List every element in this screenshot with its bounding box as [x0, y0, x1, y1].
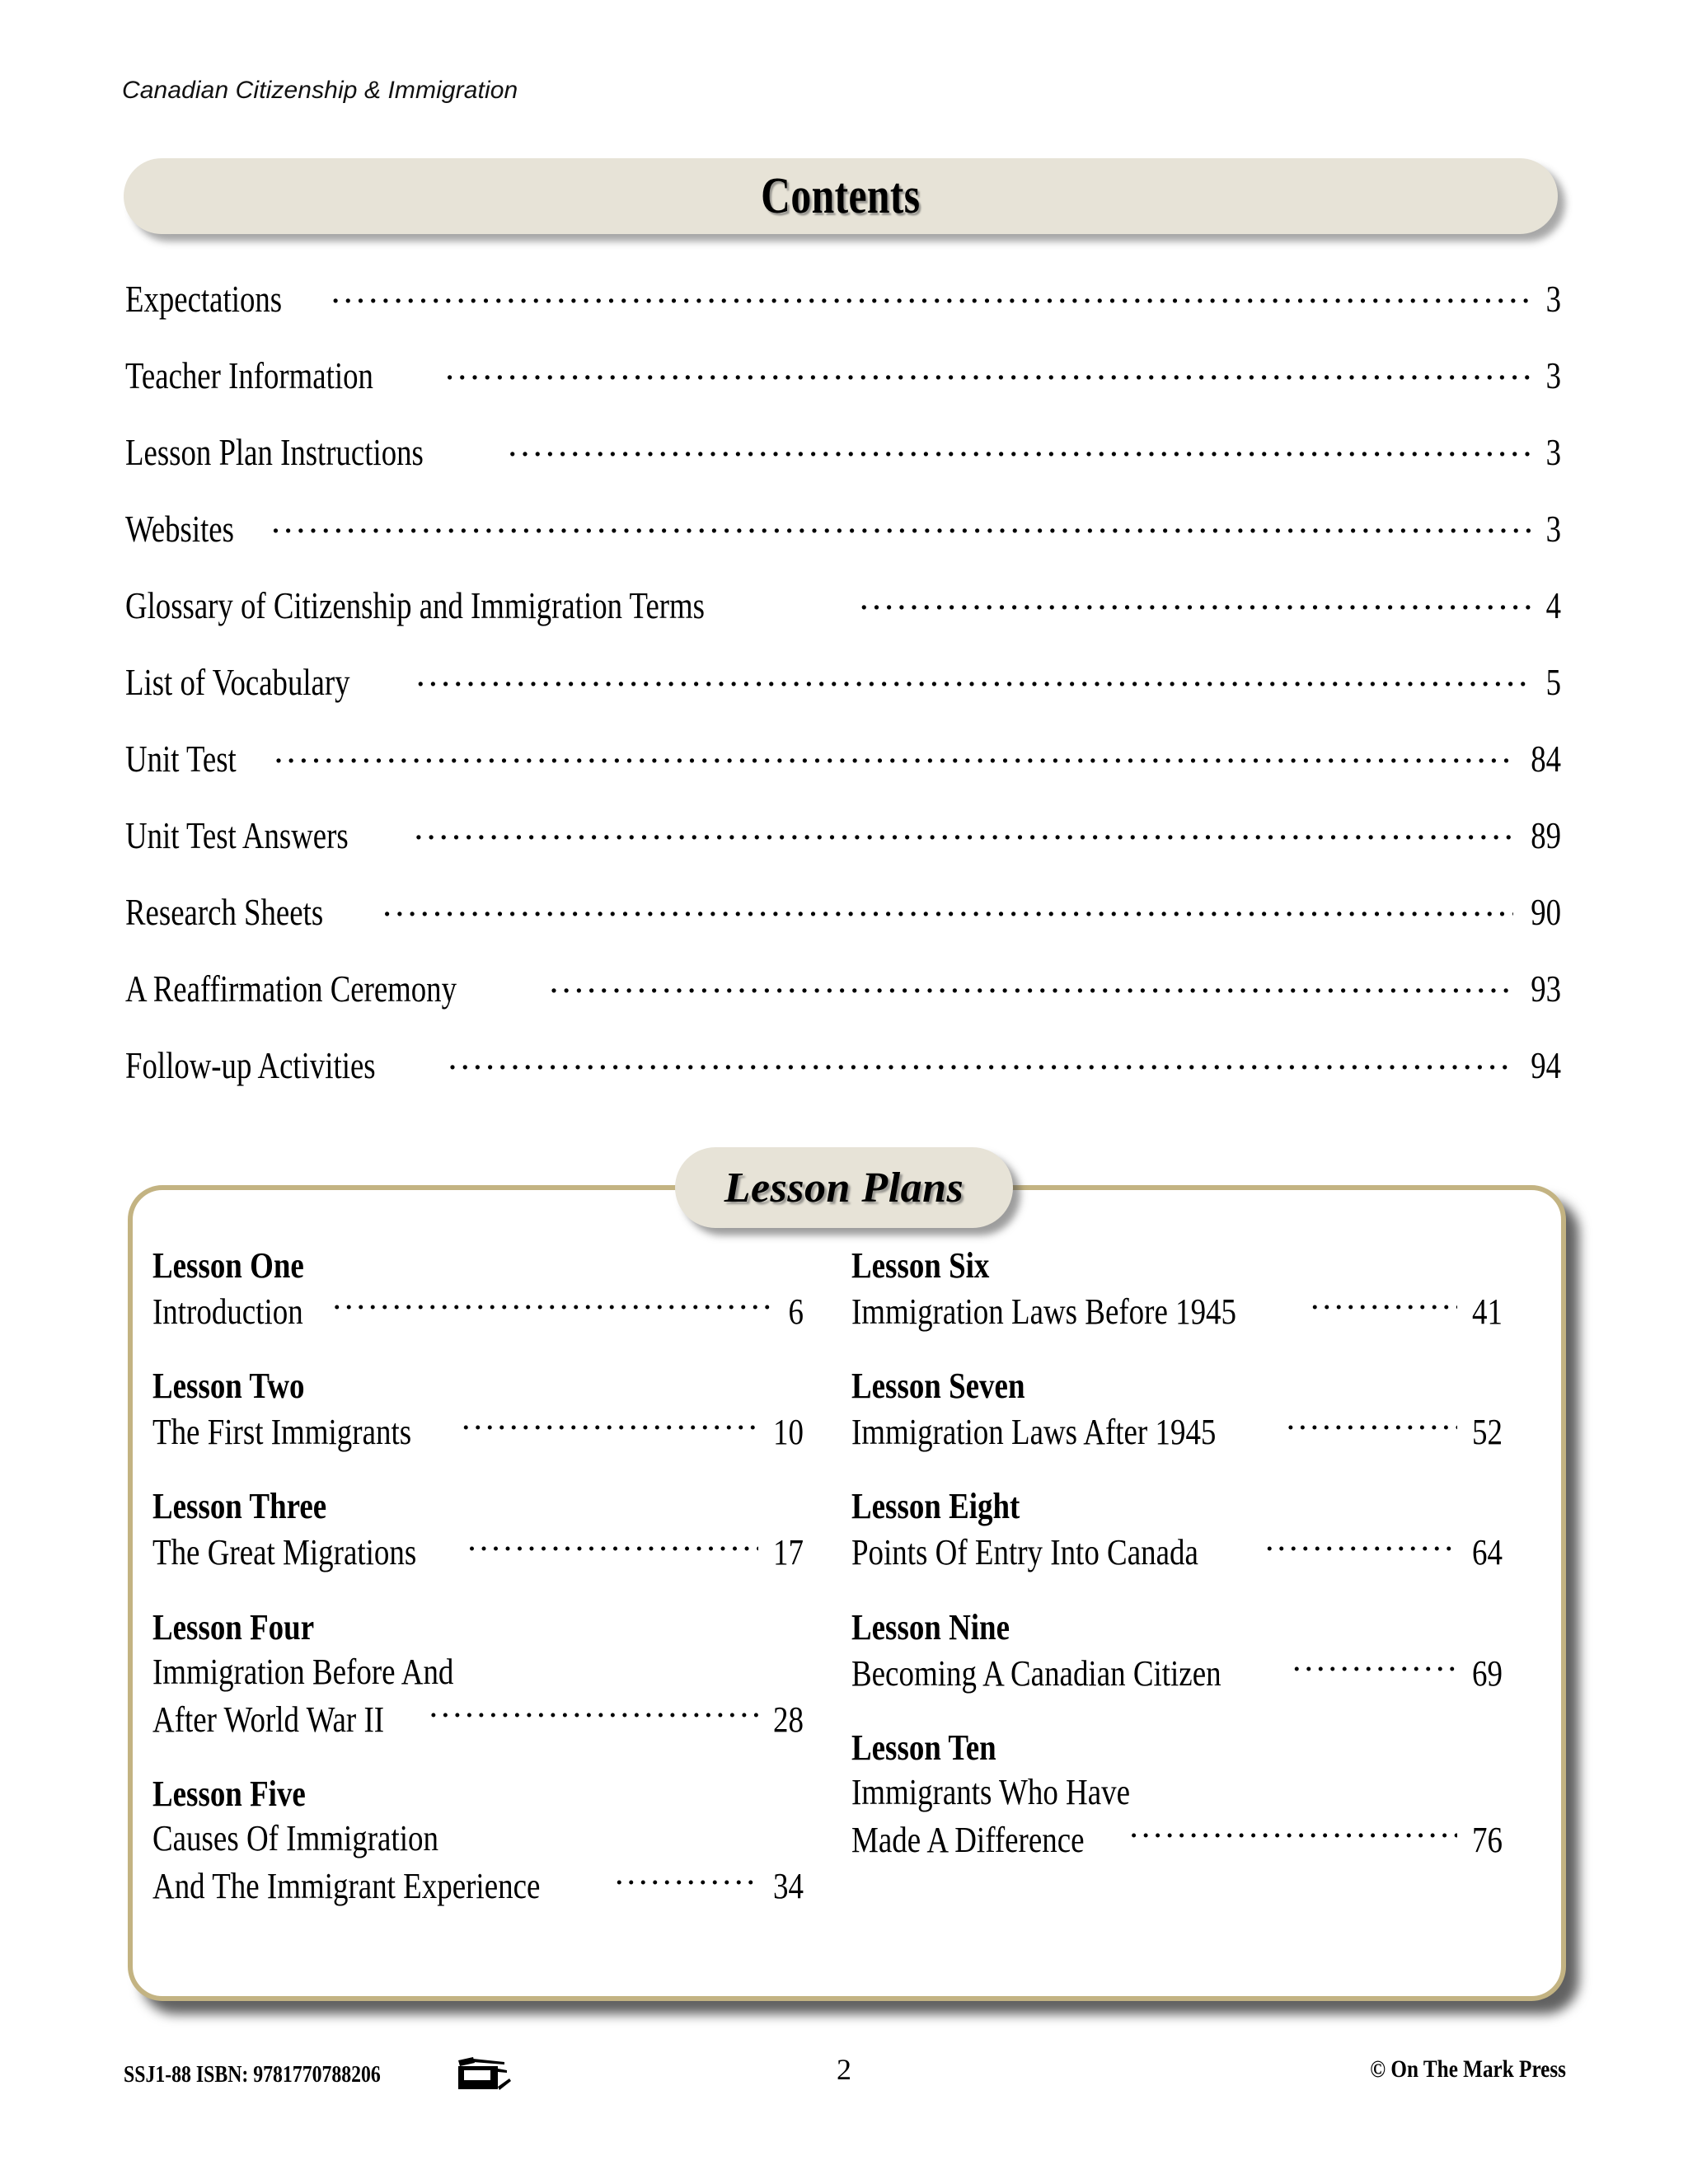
page-number: 2: [837, 2053, 851, 2086]
page-footer: [0, 2052, 1688, 2110]
toc-entry-label: Unit Test: [125, 738, 237, 780]
lesson-leader-dots: [1265, 1528, 1457, 1564]
toc-entry-page: 94: [1531, 1044, 1561, 1086]
toc-entry[interactable]: [125, 1040, 1561, 1117]
lesson-entry-page: 17: [773, 1532, 804, 1573]
lesson-leader-dots: [429, 1695, 758, 1732]
toc-entry-label: Websites: [125, 508, 234, 550]
toc-entry[interactable]: [125, 274, 1561, 350]
lesson-entry-title: Lesson Three: [152, 1486, 327, 1527]
lesson-entry-line1: Introduction: [152, 1291, 303, 1332]
lesson-entry[interactable]: [152, 1485, 812, 1576]
toc-entry-page: 84: [1531, 738, 1561, 780]
lesson-entry-page: 10: [773, 1412, 804, 1453]
lesson-entry-line1: Immigration Before And: [152, 1651, 454, 1692]
lesson-plans-columns: [152, 1244, 1545, 1910]
lesson-column-left: [152, 1244, 812, 1910]
toc-leader-dots: [382, 887, 1513, 925]
lesson-entry-title: Lesson Ten: [851, 1727, 996, 1768]
lesson-column-right: [851, 1244, 1511, 1910]
lesson-entry[interactable]: [152, 1244, 812, 1335]
lesson-entry[interactable]: [851, 1244, 1511, 1335]
lesson-leader-dots: [615, 1862, 758, 1898]
toc-entry-page: 3: [1545, 508, 1561, 550]
lesson-leader-dots: [1311, 1287, 1457, 1324]
toc-entry-label: Lesson Plan Instructions: [125, 431, 424, 473]
lesson-entry-page-line: [152, 1287, 804, 1335]
toc-leader-dots: [414, 810, 1513, 848]
lesson-entry-page: 69: [1472, 1652, 1503, 1694]
lesson-leader-dots: [1292, 1649, 1457, 1685]
lesson-entry-line1: The First Immigrants: [152, 1412, 412, 1453]
toc-leader-dots: [416, 657, 1532, 695]
lesson-entry[interactable]: [851, 1727, 1511, 1864]
lesson-entry-page: 28: [773, 1699, 804, 1740]
lesson-entry-line2: And The Immigrant Experience: [152, 1866, 541, 1907]
toc-entry-page: 3: [1545, 278, 1561, 320]
lesson-entry-title: Lesson Six: [851, 1245, 990, 1286]
toc-entry-label: Teacher Information: [125, 354, 373, 396]
toc-entry-page: 4: [1545, 584, 1561, 626]
toc-entry-label: List of Vocabulary: [125, 661, 350, 703]
running-head: Canadian Citizenship & Immigration: [122, 77, 518, 104]
lesson-entry-page-line: [851, 1287, 1503, 1335]
toc-leader-dots: [271, 504, 1532, 541]
toc-entry[interactable]: [125, 963, 1561, 1040]
lesson-entry-line1: Becoming A Canadian Citizen: [851, 1652, 1221, 1694]
lesson-plans-banner: [675, 1147, 1013, 1228]
lesson-leader-dots: [1129, 1816, 1457, 1852]
lesson-entry-title: Lesson Seven: [851, 1366, 1025, 1407]
lesson-entry-page: 64: [1472, 1532, 1503, 1573]
toc-entry-page: 3: [1545, 431, 1561, 473]
toc-entry[interactable]: [125, 580, 1561, 657]
toc-leader-dots: [508, 427, 1532, 465]
toc-leader-dots: [448, 1040, 1514, 1078]
lesson-entry-line2: Made A Difference: [851, 1820, 1085, 1861]
lesson-entry-title: Lesson Two: [152, 1366, 305, 1407]
lesson-entry[interactable]: [152, 1365, 812, 1455]
toc-entry-label: Research Sheets: [125, 891, 324, 933]
lesson-entry-line1: Causes Of Immigration: [152, 1818, 438, 1859]
contents-banner-title: Contents: [761, 167, 921, 224]
toc-leader-dots: [445, 350, 1532, 388]
lesson-entry-line1: Immigrants Who Have: [851, 1771, 1131, 1812]
lesson-entry-title: Lesson Nine: [851, 1606, 1010, 1647]
toc-entry[interactable]: [125, 887, 1561, 963]
lesson-entry-page: 76: [1472, 1820, 1503, 1861]
lesson-entry-title: Lesson One: [152, 1245, 304, 1286]
toc-leader-dots: [860, 580, 1532, 618]
toc-entry-page: 89: [1531, 814, 1561, 856]
isbn-code: SSJ1-88 ISBN: 9781770788206: [124, 2060, 381, 2088]
lesson-leader-dots: [1287, 1408, 1457, 1444]
lesson-entry[interactable]: [152, 1606, 812, 1744]
toc-entry-label: Glossary of Citizenship and Immigration Terms: [125, 584, 705, 626]
lesson-entry-title: Lesson Four: [152, 1606, 315, 1647]
lesson-entry-page-line: [851, 1408, 1503, 1455]
toc-entry[interactable]: [125, 427, 1561, 504]
toc-entry[interactable]: [125, 810, 1561, 887]
lesson-entry[interactable]: [152, 1773, 812, 1910]
lesson-entry-line1: The Great Migrations: [152, 1532, 417, 1573]
lesson-entry-page-line: [851, 1816, 1503, 1863]
lesson-plans-banner-title: Lesson Plans: [724, 1164, 964, 1212]
toc-entry-label: Unit Test Answers: [125, 814, 349, 856]
lesson-entry-title: Lesson Eight: [851, 1486, 1020, 1527]
toc-entry[interactable]: [125, 350, 1561, 427]
lesson-entry[interactable]: [851, 1365, 1511, 1455]
toc-leader-dots: [549, 963, 1513, 1001]
lesson-entry-line1: Points Of Entry Into Canada: [851, 1532, 1198, 1573]
toc-entry-page: 93: [1531, 968, 1561, 1010]
lesson-entry-page: 6: [788, 1291, 804, 1332]
lesson-entry-line2: After World War II: [152, 1699, 385, 1740]
toc-entry-label: Expectations: [125, 278, 283, 320]
lesson-entry-page: 52: [1472, 1412, 1503, 1453]
contents-banner: [124, 158, 1558, 234]
toc-entry-label: A Reaffirmation Ceremony: [125, 968, 457, 1010]
lesson-entry[interactable]: [851, 1485, 1511, 1576]
lesson-entry-page-line: [152, 1862, 804, 1910]
table-of-contents: [125, 274, 1561, 1117]
lesson-entry-page-line: [152, 1528, 804, 1576]
lesson-entry-page-line: [152, 1695, 804, 1743]
toc-entry-page: 3: [1545, 354, 1561, 396]
copyright-notice: © On The Mark Press: [1370, 2055, 1566, 2083]
lesson-entry-page-line: [152, 1408, 804, 1455]
toc-entry[interactable]: [125, 733, 1561, 810]
lesson-entry-page-line: [851, 1649, 1503, 1697]
toc-entry[interactable]: [125, 657, 1561, 733]
toc-entry-label: Follow-up Activities: [125, 1044, 376, 1086]
lesson-entry-title: Lesson Five: [152, 1774, 306, 1815]
lesson-leader-dots: [333, 1287, 776, 1324]
toc-leader-dots: [274, 733, 1513, 771]
toc-entry-page: 5: [1545, 661, 1561, 703]
lesson-entry-page: 34: [773, 1866, 804, 1907]
lesson-leader-dots: [467, 1528, 758, 1564]
toc-leader-dots: [331, 274, 1532, 312]
toc-entry-page: 90: [1531, 891, 1561, 933]
lesson-entry-line1: Immigration Laws Before 1945: [851, 1291, 1237, 1332]
lesson-entry-line1: Immigration Laws After 1945: [851, 1412, 1217, 1453]
lesson-entry-page: 41: [1472, 1291, 1503, 1332]
toc-entry[interactable]: [125, 504, 1561, 580]
lesson-entry-page-line: [851, 1528, 1503, 1576]
lesson-leader-dots: [462, 1408, 758, 1444]
lesson-entry[interactable]: [851, 1606, 1511, 1697]
